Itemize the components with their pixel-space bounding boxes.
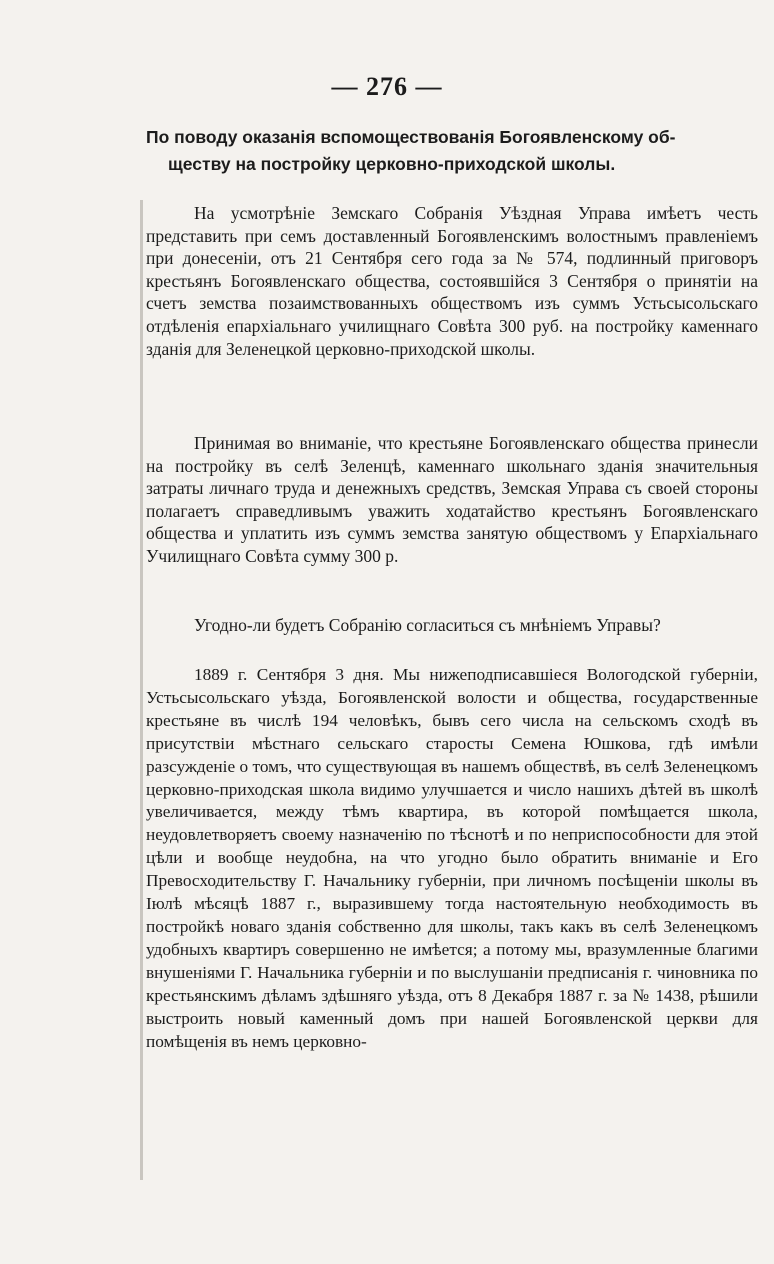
paragraph-text: На усмотрѣніе Земскаго Собранія Уѣздная Управа имѣетъ честь представить при семъ доставленный Богоявленскимъ волостнымъ правленіемъ при донесеніи, отъ 21 Сентября сего года за № 574, подлинный приговоръ крестьянъ Богоявленскаго общества, состоявшійся 3 Сентября о принятіи на счетъ земства позаимствованныхъ обществомъ изъ суммъ Устьсысольскаго отдѣленія епархіальнаго училищнаго Совѣта 300 руб. на постройку каменнаго зданія для Зеленецкой церковно-приходской школы. xyxy=(146,203,758,359)
paragraph-1 xyxy=(146,202,758,360)
page-number: — 276 — xyxy=(331,72,443,101)
paragraph-4 xyxy=(146,664,758,1053)
title-line-1: По поводу оказанія вспомоществованія Богоявленскому об- xyxy=(146,127,676,147)
page-edge-shadow xyxy=(140,200,143,1180)
title-line-2: ществу на постройку церковно-приходской школы. xyxy=(168,154,616,174)
paragraph-text: Угодно-ли будетъ Собранію согласиться съ мнѣніемъ Управы? xyxy=(194,615,661,635)
paragraph-text: Принимая во вниманіе, что крестьяне Богоявленскаго общества принесли на постройку въ селѣ Зеленцѣ, каменнаго школьнаго зданія значительныя затраты личнаго труда и денежныхъ средствъ, Земская Управа съ своей стороны полагаетъ справедливымъ уважить ходатайство крестьянъ Богоявленскаго общества и уплатить изъ суммъ земства занятую обществомъ у Епархіальнаго Училищнаго Совѣта сумму 300 р. xyxy=(146,433,758,566)
paragraph-3 xyxy=(146,614,758,637)
paragraph-2 xyxy=(146,432,758,568)
section-title xyxy=(146,124,758,178)
paragraph-text: 1889 г. Сентября 3 дня. Мы нижеподписавшіеся Вологодской губерніи, Устьсысольскаго уѣзда, Богоявленской волости и общества, государственные крестьяне въ числѣ 194 человѣкъ, бывъ сего числа на сельскомъ сходѣ въ присутствіи мѣстнаго сельскаго старосты Семена Юшкова, гдѣ имѣли разсужденіе о томъ, что существующая въ нашемъ обществѣ, въ селѣ Зеленецкомъ церковно-приходская школа видимо улучшается и число нашихъ дѣтей въ школѣ увеличивается, между тѣмъ квартира, въ которой помѣщается школа, неудовлетворяетъ своему назначенію по тѣснотѣ и по неприспособности для этой цѣли и вообще неудобна, на что угодно было обратить вниманіе и Его Превосходительству Г. Начальнику губерніи, при личномъ посѣщеніи школы въ Іюлѣ мѣсяцѣ 1887 г., выразившему тогда настоятельную необходимость въ постройкѣ новаго зданія собственно для школы, такъ какъ въ селѣ Зеленецкомъ удобныхъ квартиръ совершенно не имѣется; а потому мы, вразумленные благими внушеніями Г. Начальника губерніи и по выслушаніи предписанія г. чиновника по крестьянскимъ дѣламъ здѣшняго уѣзда, отъ 8 Декабря 1887 г. за № 1438, рѣшили выстроить новый каменный домъ при нашей Богоявленской церкви для помѣщенія въ немъ церковно- xyxy=(146,665,758,1051)
